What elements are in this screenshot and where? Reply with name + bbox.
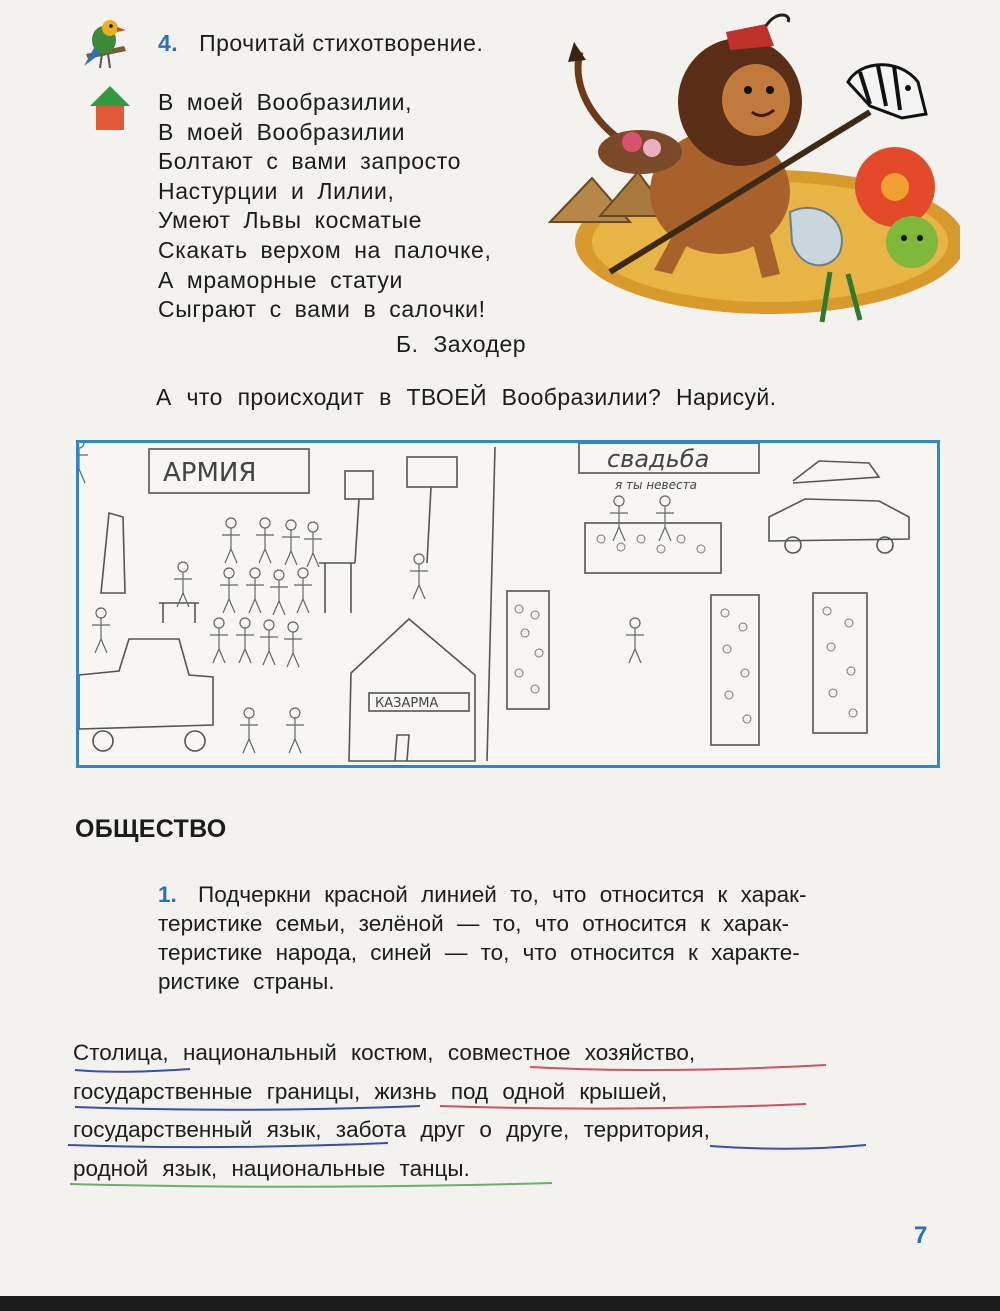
answer-line — [73, 1034, 710, 1073]
answer-phrase[interactable]: Столица, — [73, 1040, 169, 1065]
page-number: 7 — [914, 1222, 928, 1249]
task1-number: 1. — [158, 882, 177, 907]
task1-line: теристике народа, синей — то, что относится к характе- — [158, 940, 800, 965]
answer-phrase[interactable]: территория, — [583, 1117, 710, 1142]
poem-line: Умеют Львы косматые — [158, 207, 423, 234]
answer-phrase[interactable]: родной язык, — [73, 1155, 218, 1181]
task1-instruction — [158, 880, 938, 996]
answer-line — [73, 1073, 710, 1112]
task1-line: теристике семьи, зелёной — то, что относится к харак- — [158, 911, 790, 936]
section-title: ОБЩЕСТВО — [75, 815, 227, 843]
poem-line: Скакать верхом на палочке, — [158, 236, 492, 263]
scan-edge — [0, 1296, 1000, 1311]
task4-number: 4. — [158, 30, 179, 56]
task4-instruction: Прочитай стихотворение. — [199, 30, 484, 56]
drawing-label-barracks: КАЗАРМА — [375, 696, 439, 711]
poem — [158, 88, 491, 325]
answer-phrase[interactable]: забота друг о друге, — [335, 1117, 570, 1142]
answer-phrase[interactable]: государственный язык, — [73, 1117, 322, 1142]
task4-heading — [158, 30, 483, 57]
poem-line: В моей Вообразилии — [158, 118, 406, 145]
task1-line: ристике страны. — [158, 969, 335, 994]
lion-illustration — [530, 2, 960, 332]
poem-line: В моей Вообразилии, — [158, 89, 413, 115]
poem-line: Болтают с вами запросто — [158, 148, 461, 175]
task1-line: Подчеркни красной линией то, что относится к харак- — [198, 882, 807, 907]
drawing-area — [76, 440, 940, 768]
poem-line: Настурции и Лилии, — [158, 177, 395, 204]
child-drawing — [79, 443, 937, 765]
poem-line: А мраморные статуи — [158, 266, 403, 293]
bird-icon — [80, 14, 130, 76]
poem-author: Б. Заходер — [396, 331, 527, 357]
drawing-prompt: А что происходит в ТВОЕЙ Вообразилии? Нарисуй. — [156, 384, 777, 410]
answer-phrase[interactable]: жизнь под одной крышей, — [374, 1078, 668, 1104]
house-icon — [88, 84, 132, 132]
answer-phrase[interactable]: национальный костюм, — [182, 1040, 434, 1065]
answer-phrase[interactable]: национальные танцы. — [231, 1155, 470, 1181]
answer-line — [73, 1111, 710, 1150]
answer-phrases — [73, 1034, 710, 1188]
poem-line: Сыграют с вами в салочки! — [158, 296, 486, 323]
drawing-label-army: АРМИЯ — [163, 458, 257, 488]
drawing-label-wedding: свадьба — [607, 445, 710, 473]
answer-line — [73, 1150, 710, 1189]
answer-phrase[interactable]: совместное хозяйство, — [447, 1040, 696, 1065]
answer-phrase[interactable]: государственные границы, — [73, 1078, 361, 1104]
drawing-label-bride: я ты невеста — [615, 478, 697, 492]
